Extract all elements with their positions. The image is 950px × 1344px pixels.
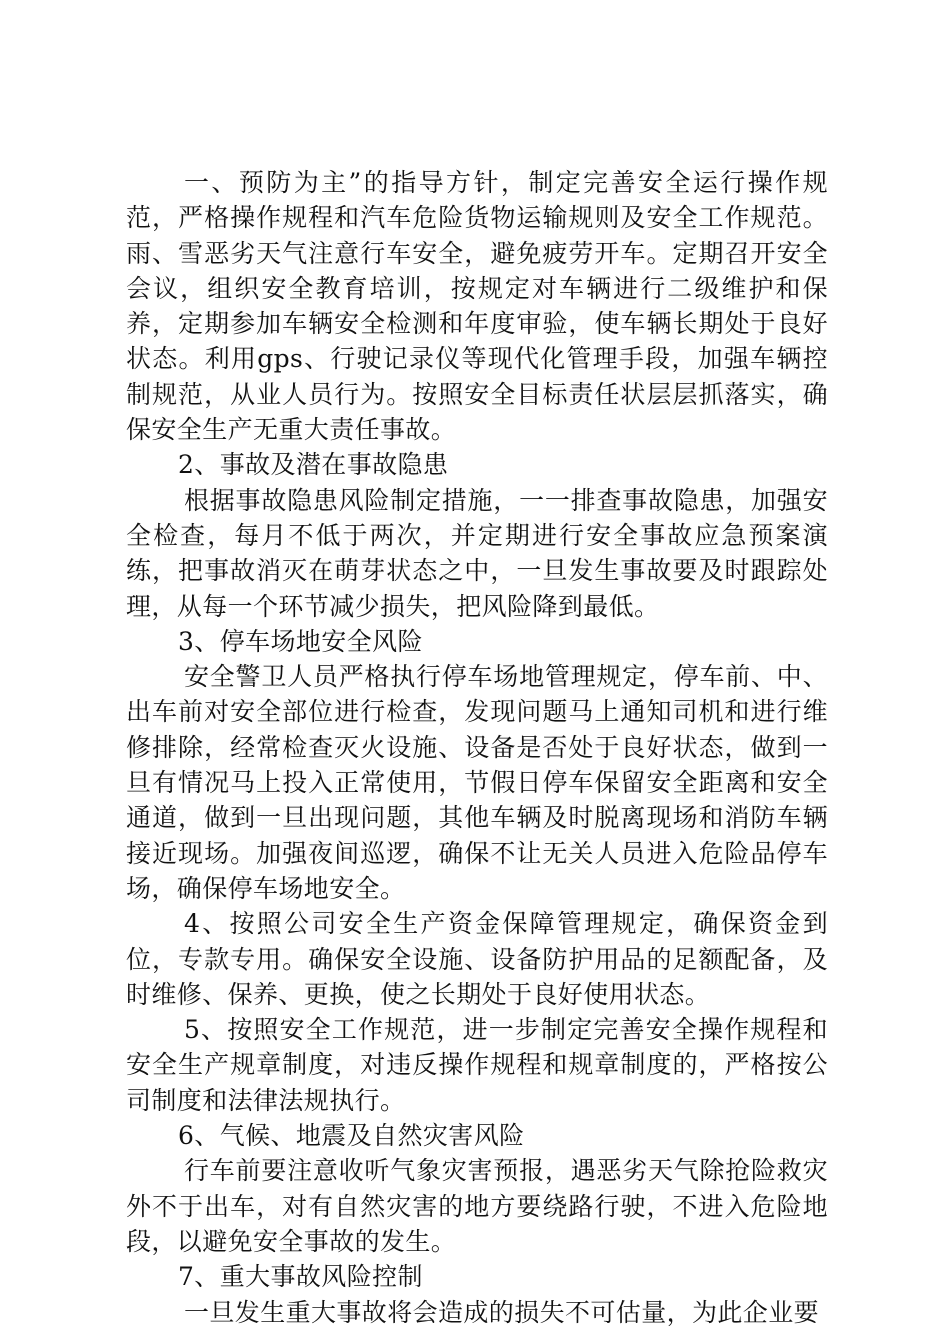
paragraph-safety-funds: 4、按照公司安全生产资金保障管理规定，确保资金到位，专款专用。确保安全设施、设备防护用品的足额配备，及时维修、保养、更换，使之长期处于良好使用状态。 (126, 909, 828, 1009)
paragraph-safety-rules: 5、按照安全工作规范，进一步制定完善安全操作规程和安全生产规章制度，对违反操作规程和规章制度的，严格按公司制度和法律法规执行。 (126, 1015, 828, 1115)
document-body (126, 165, 828, 1330)
paragraph-accident-hazards: 根据事故隐患风险制定措施，一一排查事故隐患，加强安全检查，每月不低于两次，并定期进行安全事故应急预案演练，把事故消灭在萌芽状态之中，一旦发生事故要及时跟踪处理，从每一个环节减少损失，把风险降到最低。 (126, 485, 828, 621)
heading-major-accident: 7、重大事故风险控制 (178, 1262, 423, 1292)
heading-accident-hazards: 2、事故及潜在事故隐患 (178, 450, 449, 480)
paragraph-prevention-principle: 一、预防为主”的指导方针，制定完善安全运行操作规范，严格操作规程和汽车危险货物运输规则及安全工作规范。雨、雪恶劣天气注意行车安全，避免疲劳开车。定期召开安全会议，组织安全教育培训，按规定对车辆进行二级维护和保养，定期参加车辆安全检测和年度审验，使车辆长期处于良好状态。利用gps、行驶记录仪等现代化管理手段，加强车辆控制规范，从业人员行为。按照安全目标责任状层层抓落实，确保安全生产无重大责任事故。 (126, 168, 828, 445)
paragraph-major-accident: 一旦发生重大事故将会造成的损失不可估量，为此企业要 (184, 1297, 820, 1327)
paragraph-natural-disaster: 行车前要注意收听气象灾害预报，遇恶劣天气除抢险救灾外不于出车，对有自然灾害的地方要绕路行驶，不进入危险地段，以避免安全事故的发生。 (126, 1156, 828, 1256)
heading-parking-safety: 3、停车场地安全风险 (178, 626, 423, 656)
paragraph-parking-safety: 安全警卫人员严格执行停车场地管理规定，停车前、中、出车前对安全部位进行检查，发现问题马上通知司机和进行维修排除，经常检查灭火设施、设备是否处于良好状态，做到一旦有情况马上投入正常使用，节假日停车保留安全距离和安全通道，做到一旦出现问题，其他车辆及时脱离现场和消防车辆接近现场。加强夜间巡逻，确保不让无关人员进入危险品停车场，确保停车场地安全。 (126, 662, 828, 903)
heading-natural-disaster: 6、气候、地震及自然灾害风险 (178, 1121, 525, 1151)
